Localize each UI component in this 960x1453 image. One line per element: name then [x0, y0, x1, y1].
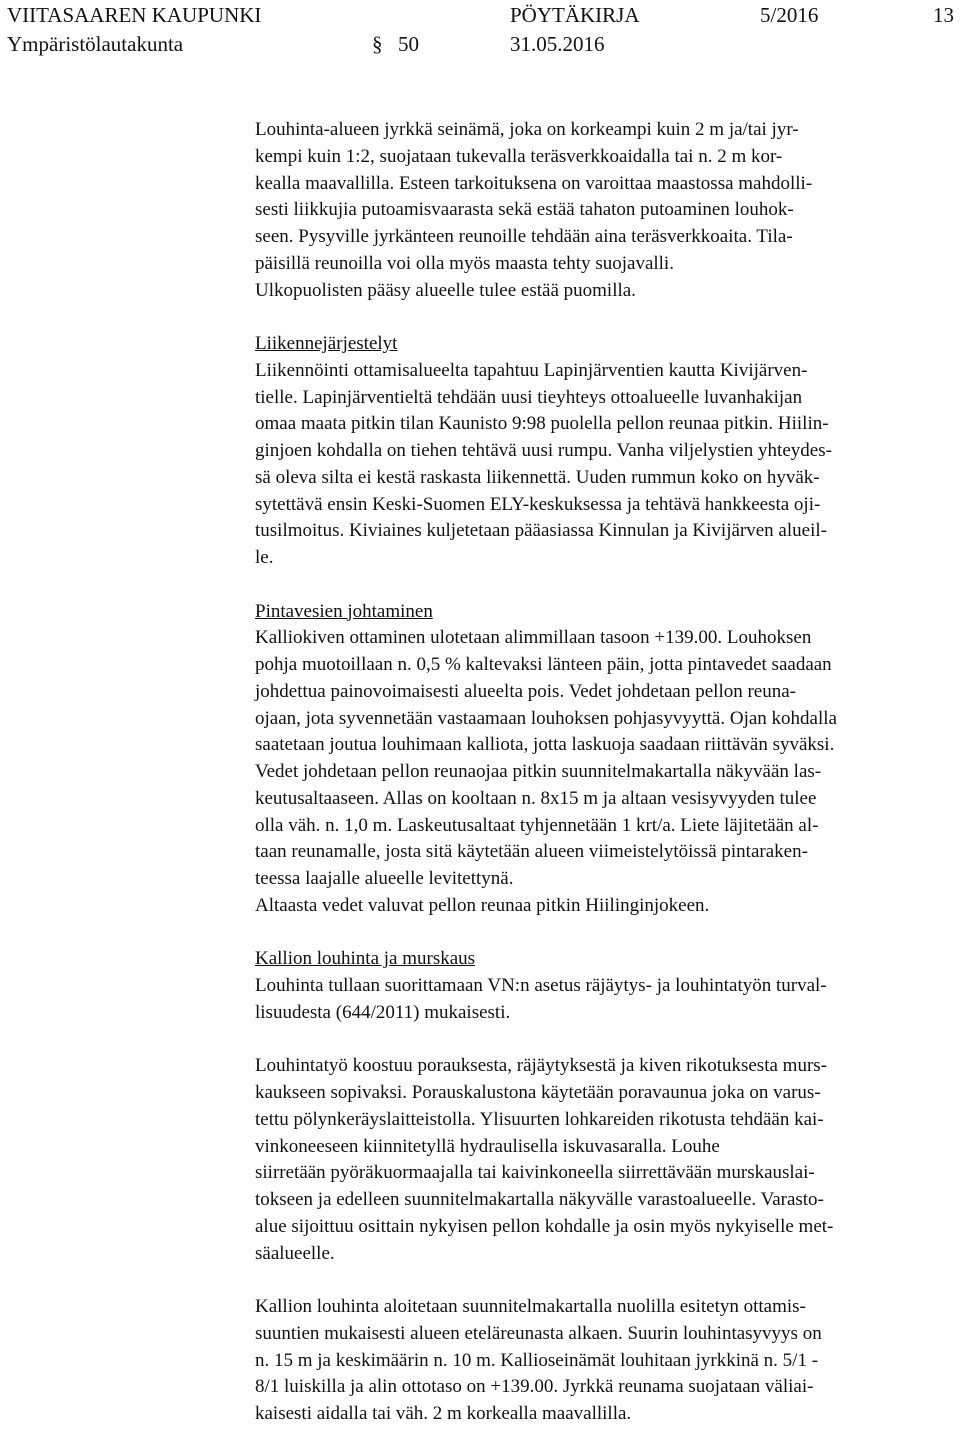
section-heading: Pintavesien johtaminen	[255, 600, 433, 622]
section-heading: Liikennejärjestelyt	[255, 333, 398, 354]
text-line: johdettua painovoimaisesti alueelta pois. Vedet johdetaan pellon reuna-	[255, 680, 796, 702]
paragraph-spacer	[255, 572, 955, 599]
document-body	[255, 117, 955, 1428]
text-line: le.	[255, 547, 274, 568]
text-line: alue sijoittuu osittain nykyisen pellon kohdalle ja osin myös nykyiselle met-	[255, 1215, 834, 1237]
text-line: tielle. Lapinjärventieltä tehdään uusi tieyhteys ottoalueelle luvanhakijan	[255, 386, 803, 408]
text-line: keutusaltaaseen. Allas on kooltaan n. 8x15 m ja altaan vesisyvyyden tulee	[255, 787, 817, 809]
meeting-date: 31.05.2016	[510, 32, 605, 56]
text-line: olla väh. n. 1,0 m. Laskeutusaltaat tyhjennetään 1 krt/a. Liete läjitetään al-	[255, 814, 819, 836]
text-line: taan reunamalle, josta sitä käytetään alueen viimeistelytöissä pintaraken-	[255, 841, 808, 863]
issue-number: 5/2016	[760, 3, 819, 27]
text-line: Liikennöinti ottamisalueelta tapahtuu Lapinjärventien kautta Kivijärven-	[255, 359, 808, 381]
text-line: säalueelle.	[255, 1242, 335, 1264]
text-line: Vedet johdetaan pellon reunaojaa pitkin suunnitelmakartalla näkyvään las-	[255, 761, 822, 782]
paragraph-spacer	[255, 304, 955, 331]
text-line: ginjoen kohdalla on tiehen tehtävä uusi rumpu. Vanha viljelystien yhteydes-	[255, 440, 832, 461]
text-section	[255, 946, 955, 1026]
text-line: Altaasta vedet valuvat pellon reunaa pitkin Hiilinginjokeen.	[255, 894, 710, 916]
paragraph-spacer	[255, 1267, 955, 1294]
text-line: Louhinta-alueen jyrkkä seinämä, joka on korkeampi kuin 2 m ja/tai jyr-	[255, 119, 799, 140]
committee-name: Ympäristölautakunta	[7, 32, 184, 56]
text-line: vinkoneeseen kiinnitetyllä hydraulisella iskuvasaralla. Louhe	[255, 1135, 720, 1157]
text-line: lisuudesta (644/2011) mukaisesti.	[255, 1001, 511, 1023]
text-section	[255, 117, 955, 304]
text-line: sä oleva silta ei kestä raskasta liikennettä. Uuden rummun koko on hyväk-	[255, 466, 820, 488]
text-line: saatetaan joutua louhimaan kalliota, jotta laskuoja saadaan riittävän syväksi.	[255, 734, 835, 756]
text-line: n. 15 m ja keskimäärin n. 10 m. Kallioseinämät louhitaan jyrkkinä n. 5/1 -	[255, 1349, 819, 1371]
section-heading: Kallion louhinta ja murskaus	[255, 948, 476, 970]
paragraph-spacer	[255, 920, 955, 947]
text-line: seen. Pysyville jyrkänteen reunoille tehdään aina teräsverkkoaita. Tila-	[255, 226, 793, 247]
text-section	[255, 331, 955, 572]
text-line: 8/1 luiskilla ja alin ottotaso on +139.00. Jyrkkä reunama suojataan väliai-	[255, 1376, 814, 1398]
text-line: Kalliokiven ottaminen ulotetaan alimmillaan tasoon +139.00. Louhoksen	[255, 627, 812, 649]
text-line: Kallion louhinta aloitetaan suunnitelmakartalla nuolilla esitetyn ottamis-	[255, 1296, 806, 1317]
text-section	[255, 599, 955, 920]
text-line: päisillä reunoilla voi olla myös maasta tehty suojavalli.	[255, 252, 674, 274]
text-line: siirretään pyöräkuormaajalla tai kaivinkoneella siirrettävään murskauslai-	[255, 1162, 815, 1184]
text-line: sytettävä ensin Keski-Suomen ELY-keskuksessa ja tehtävä hankkeesta oji-	[255, 493, 821, 515]
text-line: suuntien mukaisesti alueen eteläreunasta alkaen. Suurin louhintasyvyys on	[255, 1322, 822, 1344]
text-line: tettu pölynkeräyslaitteistolla. Ylisuurten lohkareiden rikotusta tehdään kai-	[255, 1108, 824, 1130]
text-section	[255, 1294, 955, 1428]
section-symbol: §	[372, 32, 383, 56]
text-line: tusilmoitus. Kiviaines kuljetetaan pääasiassa Kinnulan ja Kivijärven alueil-	[255, 520, 827, 542]
text-line: tokseen ja edelleen suunnitelmakartalla näkyvälle varastoalueelle. Varasto-	[255, 1189, 824, 1210]
section-number: 50	[398, 32, 419, 56]
text-line: Louhinta tullaan suorittamaan VN:n asetus räjäytys- ja louhintatyön turval-	[255, 975, 827, 996]
text-line: kempi kuin 1:2, suojataan tukevalla teräsverkkoaidalla tai n. 2 m kor-	[255, 145, 783, 167]
text-line: Louhintatyö koostuu porauksesta, räjäytyksestä ja kiven rikotuksesta murs-	[255, 1055, 827, 1077]
text-line: omaa maata pitkin tilan Kaunisto 9:98 puolella pellon reunaa pitkin. Hiilin-	[255, 413, 829, 435]
text-line: kaukseen sopivaksi. Porauskalustona käytetään poravaunua joka on varus-	[255, 1082, 821, 1103]
text-line: teessa laajalle alueelle levitettynä.	[255, 868, 514, 889]
text-line: Ulkopuolisten pääsy alueelle tulee estää puomilla.	[255, 279, 636, 301]
document-type: PÖYTÄKIRJA	[510, 3, 640, 27]
page-number: 13	[933, 3, 954, 27]
paragraph-spacer	[255, 1027, 955, 1054]
text-line: ojaan, jota syvennetään vastaamaan louhoksen pohjasyvyyttä. Ojan kohdalla	[255, 707, 837, 729]
text-line: kaisesti aidalla tai väh. 2 m korkealla maavallilla.	[255, 1403, 632, 1424]
text-line: pohja muotoillaan n. 0,5 % kaltevaksi länteen päin, jotta pintavedet saadaan	[255, 654, 832, 675]
text-line: sesti liikkujia putoamisvaarasta sekä estää tahaton putoaminen louhok-	[255, 199, 794, 221]
organization-name: VIITASAAREN KAUPUNKI	[7, 3, 262, 27]
text-section	[255, 1053, 955, 1267]
text-line: kealla maavallilla. Esteen tarkoituksena on varoittaa maastossa mahdolli-	[255, 172, 813, 194]
